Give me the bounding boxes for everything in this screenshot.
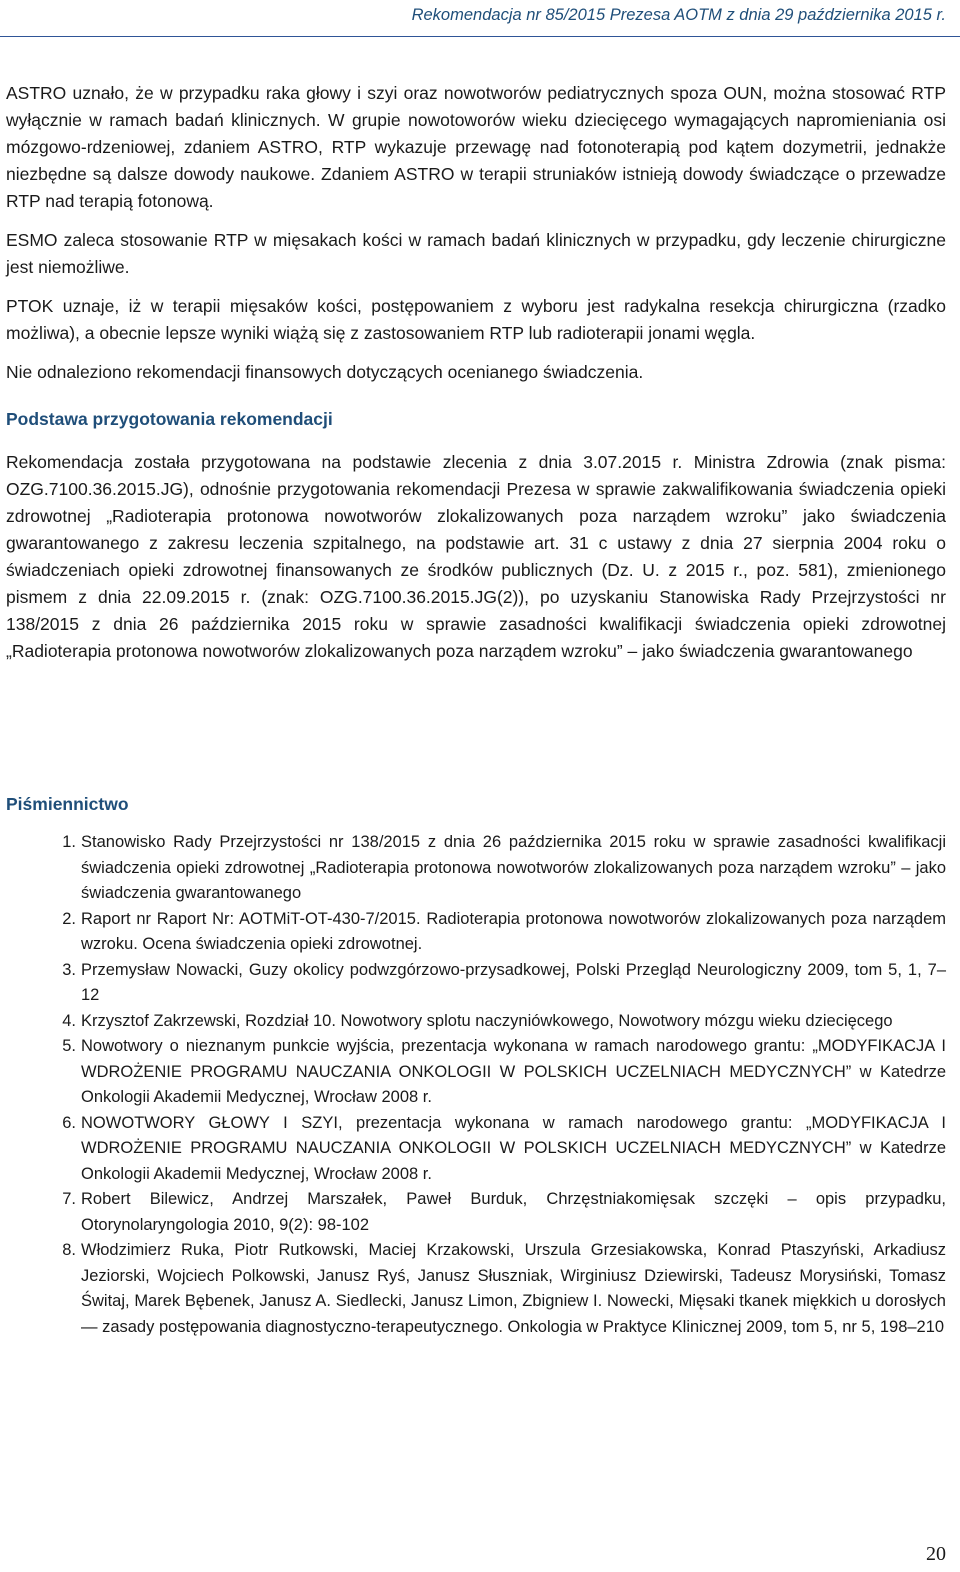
basis-text: Rekomendacja została przygotowana na podstawie zlecenia z dnia 3.07.2015 r. Ministra Zdrowia (znak pisma: OZG.7100.36.2015.JG), odnośnie przygotowania rekomendacji Prezesa w sprawie zakwalifikowania świadczenia opieki zdrowotnej „Radioterapia protonowa nowotworów zlokalizowanych poza narządem wzroku” jako świadczenia gwarantowanego z zakresu leczenia szpitalnego, na podstawie art. 31 c ustawy z dnia 27 sierpnia 2004 roku o świadczeniach opieki zdrowotnej finansowanych ze środków publicznych (Dz. U. z 2015 r., poz. 581), zmienionego pismem z dnia 22.09.2015 r. (znak: OZG.7100.36.2015.JG(2)), po uzyskaniu Stanowiska Rady Przejrzystości nr 138/2015 z dnia 26 października 2015 roku w sprawie zasadności kwalifikacji świadczenia opieki zdrowotnej „Radioterapia protonowa nowotworów zlokalizowanych poza narządem wzroku” – jako świadczenia gwarantowanego <box>6 452 946 661</box>
reference-item <box>6 1111 946 1188</box>
reference-item <box>6 1009 946 1035</box>
reference-item <box>6 1034 946 1111</box>
reference-number: 6. <box>62 1113 76 1132</box>
reference-number: 7. <box>62 1190 76 1208</box>
reference-number: 2. <box>62 909 76 928</box>
reference-text: Włodzimierz Ruka, Piotr Rutkowski, Maciej Krzakowski, Urszula Grzesiakowska, Konrad Ptaszyński, Arkadiusz Jeziorski, Wojciech Polkowski, Janusz Ryś, Janusz Słuszniak, Wirginiusz Dziewirski, Tadeusz Morysiński, Tomasz Świtaj, Marek Bębenek, Janusz A. Siedlecki, Janusz Limon, Zbigniew I. Nowecki, Mięsaki tkanek miękkich u dorosłych — zasady postępowania diagnostyczno-terapeutycznego. Onkologia w Praktyce Klinicznej 2009, tom 5, nr 5, 198–210 <box>81 1241 946 1336</box>
reference-number: 8. <box>62 1241 76 1259</box>
paragraph-astro: ASTRO uznało, że w przypadku raka głowy i szyi oraz nowotworów pediatrycznych spoza OUN, można stosować RTP wyłącznie w ramach badań klinicznych. W grupie nowotoworów wieku dziecięcego wymagających napromieniania osi mózgowo-rdzeniowej, zdaniem ASTRO, RTP wykazuje przewagę nad fotonoterapią pod kątem dozymetrii, jednakże niezbędne są dalsze dowody naukowe. Zdaniem ASTRO w terapii struniaków istnieją dowody świadczące o przewadze RTP nad terapią fotonową. <box>6 83 946 211</box>
reference-text: Nowotwory o nieznanym punkcie wyjścia, prezentacja wykonana w ramach narodowego grantu: „MODYFIKACJA I WDROŻENIE PROGRAMU NAUCZANIA ONKOLOGII W POLSKICH UCZELNIACH MEDYCZNYCH” w Katedrze Onkologii Akademii Medycznej, Wrocław 2008 r. <box>81 1037 946 1106</box>
reference-item <box>6 1187 946 1238</box>
header-divider <box>0 36 960 37</box>
paragraph-esmo: ESMO zaleca stosowanie RTP w mięsakach kości w ramach badań klinicznych w przypadku, gdy leczenie chirurgiczne jest niemożliwe. <box>6 230 946 277</box>
reference-text: Przemysław Nowacki, Guzy okolicy podwzgórzowo-przysadkowej, Polski Przegląd Neurologiczny 2009, tom 5, 1, 7–12 <box>81 960 946 1004</box>
reference-number: 1. <box>62 833 76 851</box>
reference-text: Stanowisko Rady Przejrzystości nr 138/2015 z dnia 26 października 2015 roku w sprawie zasadności kwalifikacji świadczenia opieki zdrowotnej „Radioterapia protonowa nowotworów zlokalizowanych poza narządem wzroku” – jako świadczenia gwarantowanego <box>81 833 946 902</box>
reference-item <box>6 830 946 907</box>
page-number: 20 <box>926 1543 946 1565</box>
paragraph-financial: Nie odnaleziono rekomendacji finansowych dotyczących ocenianego świadczenia. <box>6 362 644 382</box>
paragraph-ptok: PTOK uznaje, iż w terapii mięsaków kości, postępowaniem z wyboru jest radykalna resekcja chirurgiczna (rzadko możliwa), a obecnie lepsze wyniki wiążą się z zastosowaniem RTP lub radioterapii jonami węgla. <box>6 296 946 343</box>
reference-number: 3. <box>62 960 76 979</box>
reference-item <box>6 1238 946 1340</box>
reference-text: Robert Bilewicz, Andrzej Marszałek, Paweł Burduk, Chrzęstniakomięsak szczęki – opis przypadku, Otorynolaryngologia 2010, 9(2): 98-102 <box>81 1190 946 1234</box>
document-header: Rekomendacja nr 85/2015 Prezesa AOTM z dnia 29 października 2015 r. <box>411 6 946 24</box>
reference-text: Raport nr Raport Nr: AOTMiT-OT-430-7/2015. Radioterapia protonowa nowotworów zlokalizowanych poza narządem wzroku. Ocena świadczenia opieki zdrowotnej. <box>81 909 946 953</box>
reference-item <box>6 907 946 958</box>
document-body <box>6 80 946 1340</box>
reference-number: 5. <box>62 1037 76 1055</box>
reference-text: Krzysztof Zakrzewski, Rozdział 10. Nowotwory splotu naczyniówkowego, Nowotwory mózgu wieku dziecięcego <box>81 1011 893 1030</box>
references-list <box>6 830 946 1340</box>
reference-item <box>6 958 946 1009</box>
references-heading: Piśmiennictwo <box>6 794 129 814</box>
reference-number: 4. <box>62 1011 76 1030</box>
basis-heading: Podstawa przygotowania rekomendacji <box>6 409 333 429</box>
reference-text: NOWOTWORY GŁOWY I SZYI, prezentacja wykonana w ramach narodowego grantu: „MODYFIKACJA I WDROŻENIE PROGRAMU NAUCZANIA ONKOLOGII W POLSKICH UCZELNIACH MEDYCZNYCH” w Katedrze Onkologii Akademii Medycznej, Wrocław 2008 r. <box>81 1113 946 1183</box>
